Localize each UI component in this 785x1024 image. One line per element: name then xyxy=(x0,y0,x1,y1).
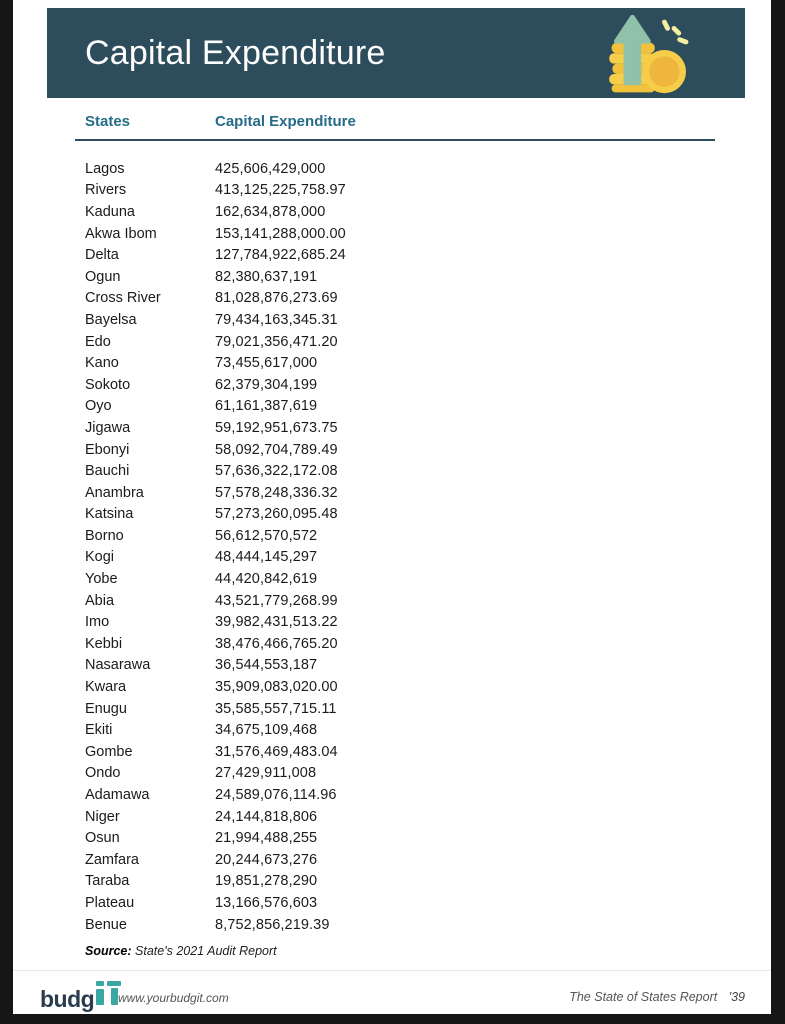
bar-track xyxy=(365,615,745,630)
table-row xyxy=(85,504,745,526)
bar-track xyxy=(365,312,745,327)
bar-track xyxy=(365,593,745,608)
bar-track xyxy=(365,485,745,500)
state-name: Taraba xyxy=(85,873,130,890)
expenditure-value: 39,982,431,513.22 xyxy=(215,614,338,631)
bar-track xyxy=(365,701,745,716)
state-name: Plateau xyxy=(85,894,135,911)
page-footer xyxy=(13,978,771,1014)
table-row xyxy=(85,655,745,677)
table-row xyxy=(85,352,745,374)
bar-track xyxy=(365,356,745,371)
table-row xyxy=(85,849,745,871)
state-name: Katsina xyxy=(85,506,134,523)
state-name: Ondo xyxy=(85,765,121,782)
bar-track xyxy=(365,507,745,522)
expenditure-value: 56,612,570,572 xyxy=(215,527,318,544)
table-row xyxy=(85,288,745,310)
bar-track xyxy=(365,161,745,176)
state-name: Oyo xyxy=(85,398,112,415)
expenditure-value: 21,994,488,255 xyxy=(215,830,318,847)
bar-track xyxy=(365,766,745,781)
expenditure-value: 19,851,278,290 xyxy=(215,873,318,890)
coins-growth-icon xyxy=(594,14,690,99)
bar-track xyxy=(365,377,745,392)
big-coin xyxy=(643,50,686,93)
table-row xyxy=(85,871,745,893)
state-name: Ogun xyxy=(85,268,121,285)
source-text: State's 2021 Audit Report xyxy=(131,944,277,958)
expenditure-value: 425,606,429,000 xyxy=(215,160,326,177)
state-name: Yobe xyxy=(85,571,118,588)
bar-track xyxy=(365,550,745,565)
expenditure-value: 81,028,876,273.69 xyxy=(215,290,338,307)
bar-track xyxy=(365,399,745,414)
expenditure-value: 36,544,553,187 xyxy=(215,657,318,674)
bar-track xyxy=(365,269,745,284)
expenditure-value: 57,273,260,095.48 xyxy=(215,506,338,523)
table-row xyxy=(85,590,745,612)
expenditure-value: 20,244,673,276 xyxy=(215,851,318,868)
bar-track xyxy=(365,464,745,479)
state-name: Zamfara xyxy=(85,851,139,868)
state-name: Anambra xyxy=(85,484,144,501)
expenditure-value: 24,144,818,806 xyxy=(215,808,318,825)
expenditure-value: 79,021,356,471.20 xyxy=(215,333,338,350)
state-name: Rivers xyxy=(85,182,127,199)
bar-track xyxy=(365,852,745,867)
table-row xyxy=(85,223,745,245)
table-row xyxy=(85,719,745,741)
sparkle-marks xyxy=(664,22,686,42)
table-row xyxy=(85,892,745,914)
budgit-logo-text: budg xyxy=(40,986,95,1012)
state-name: Sokoto xyxy=(85,376,131,393)
table-row xyxy=(85,439,745,461)
table-row xyxy=(85,741,745,763)
expenditure-value: 127,784,922,685.24 xyxy=(215,247,346,264)
bar-track xyxy=(365,291,745,306)
expenditure-value: 35,909,083,020.00 xyxy=(215,679,338,696)
bar-track xyxy=(365,895,745,910)
state-name: Jigawa xyxy=(85,419,131,436)
bar-track xyxy=(365,680,745,695)
state-name: Ekiti xyxy=(85,722,113,739)
page-edge-right xyxy=(771,0,785,1024)
state-name: Borno xyxy=(85,527,124,544)
column-header-states: States xyxy=(85,113,131,130)
table-row xyxy=(85,676,745,698)
column-header-capital-expenditure: Capital Expenditure xyxy=(215,113,356,130)
table-row xyxy=(85,547,745,569)
bar-track xyxy=(365,420,745,435)
state-name: Cross River xyxy=(85,290,161,307)
source-label: Source: xyxy=(85,944,132,958)
expenditure-value: 57,578,248,336.32 xyxy=(215,484,338,501)
table-row xyxy=(85,266,745,288)
expenditure-value: 57,636,322,172.08 xyxy=(215,463,338,480)
bar-chart-rows xyxy=(85,158,745,935)
footer-divider xyxy=(13,970,771,971)
bar-track xyxy=(365,572,745,587)
bar-track xyxy=(365,248,745,263)
page-number: '39 xyxy=(728,990,745,1004)
title-banner xyxy=(47,8,745,98)
budgit-logo xyxy=(40,980,125,1011)
page-title: Capital Expenditure xyxy=(85,33,386,72)
expenditure-value: 153,141,288,000.00 xyxy=(215,225,346,242)
bar-track xyxy=(365,183,745,198)
expenditure-value: 8,752,856,219.39 xyxy=(215,916,330,933)
table-row xyxy=(85,914,745,936)
expenditure-value: 73,455,617,000 xyxy=(215,355,318,372)
expenditure-value: 58,092,704,789.49 xyxy=(215,441,338,458)
expenditure-value: 44,420,842,619 xyxy=(215,571,318,588)
bar-track xyxy=(365,334,745,349)
table-row xyxy=(85,460,745,482)
bar-track xyxy=(365,528,745,543)
table-row xyxy=(85,374,745,396)
expenditure-value: 62,379,304,199 xyxy=(215,376,318,393)
expenditure-value: 413,125,225,758.97 xyxy=(215,182,346,199)
header-divider xyxy=(75,139,715,141)
page-edge-left xyxy=(0,0,13,1024)
state-name: Kwara xyxy=(85,679,127,696)
state-name: Kebbi xyxy=(85,635,123,652)
table-row xyxy=(85,331,745,353)
state-name: Niger xyxy=(85,808,120,825)
table-row xyxy=(85,525,745,547)
state-name: Edo xyxy=(85,333,111,350)
table-row xyxy=(85,482,745,504)
source-note xyxy=(85,944,277,958)
state-name: Akwa Ibom xyxy=(85,225,157,242)
table-row xyxy=(85,417,745,439)
table-row xyxy=(85,763,745,785)
expenditure-value: 24,589,076,114.96 xyxy=(215,787,337,804)
state-name: Imo xyxy=(85,614,110,631)
table-row xyxy=(85,396,745,418)
website-link[interactable]: www.yourbudgit.com xyxy=(118,991,229,1005)
expenditure-value: 61,161,387,619 xyxy=(215,398,318,415)
bar-track xyxy=(365,917,745,932)
expenditure-value: 13,166,576,603 xyxy=(215,894,318,911)
table-row xyxy=(85,806,745,828)
state-name: Nasarawa xyxy=(85,657,151,674)
state-name: Kogi xyxy=(85,549,115,566)
bar-track xyxy=(365,788,745,803)
table-row xyxy=(85,698,745,720)
table-row xyxy=(85,633,745,655)
table-row xyxy=(85,201,745,223)
state-name: Benue xyxy=(85,916,127,933)
expenditure-value: 34,675,109,468 xyxy=(215,722,318,739)
report-page xyxy=(13,0,771,1014)
table-row xyxy=(85,827,745,849)
table-row xyxy=(85,180,745,202)
bar-track xyxy=(365,809,745,824)
page-edge-bottom xyxy=(0,1014,785,1024)
bar-track xyxy=(365,744,745,759)
table-row xyxy=(85,309,745,331)
expenditure-value: 35,585,557,715.11 xyxy=(215,700,337,717)
bar-track xyxy=(365,723,745,738)
bar-track xyxy=(365,204,745,219)
footer-report-info xyxy=(569,990,745,1004)
report-name: The State of States Report xyxy=(569,990,718,1004)
expenditure-value: 43,521,779,268.99 xyxy=(215,592,338,609)
bar-track xyxy=(365,658,745,673)
table-row xyxy=(85,244,745,266)
state-name: Bayelsa xyxy=(85,311,137,328)
state-name: Kaduna xyxy=(85,203,135,220)
bar-track xyxy=(365,226,745,241)
table-row xyxy=(85,568,745,590)
state-name: Kano xyxy=(85,355,119,372)
table-row xyxy=(85,158,745,180)
expenditure-value: 79,434,163,345.31 xyxy=(215,311,338,328)
bar-track xyxy=(365,636,745,651)
bar-track xyxy=(365,831,745,846)
state-name: Enugu xyxy=(85,700,127,717)
expenditure-value: 82,380,637,191 xyxy=(215,268,318,285)
state-name: Ebonyi xyxy=(85,441,130,458)
table-row xyxy=(85,784,745,806)
expenditure-value: 59,192,951,673.75 xyxy=(215,419,338,436)
expenditure-value: 162,634,878,000 xyxy=(215,203,326,220)
expenditure-value: 31,576,469,483.04 xyxy=(215,743,338,760)
state-name: Delta xyxy=(85,247,119,264)
state-name: Adamawa xyxy=(85,787,150,804)
expenditure-value: 48,444,145,297 xyxy=(215,549,318,566)
state-name: Abia xyxy=(85,592,115,609)
state-name: Gombe xyxy=(85,743,133,760)
expenditure-value: 27,429,911,008 xyxy=(215,765,317,782)
table-row xyxy=(85,611,745,633)
bar-track xyxy=(365,442,745,457)
state-name: Lagos xyxy=(85,160,125,177)
bar-track xyxy=(365,874,745,889)
expenditure-value: 38,476,466,765.20 xyxy=(215,635,338,652)
state-name: Bauchi xyxy=(85,463,130,480)
state-name: Osun xyxy=(85,830,120,847)
